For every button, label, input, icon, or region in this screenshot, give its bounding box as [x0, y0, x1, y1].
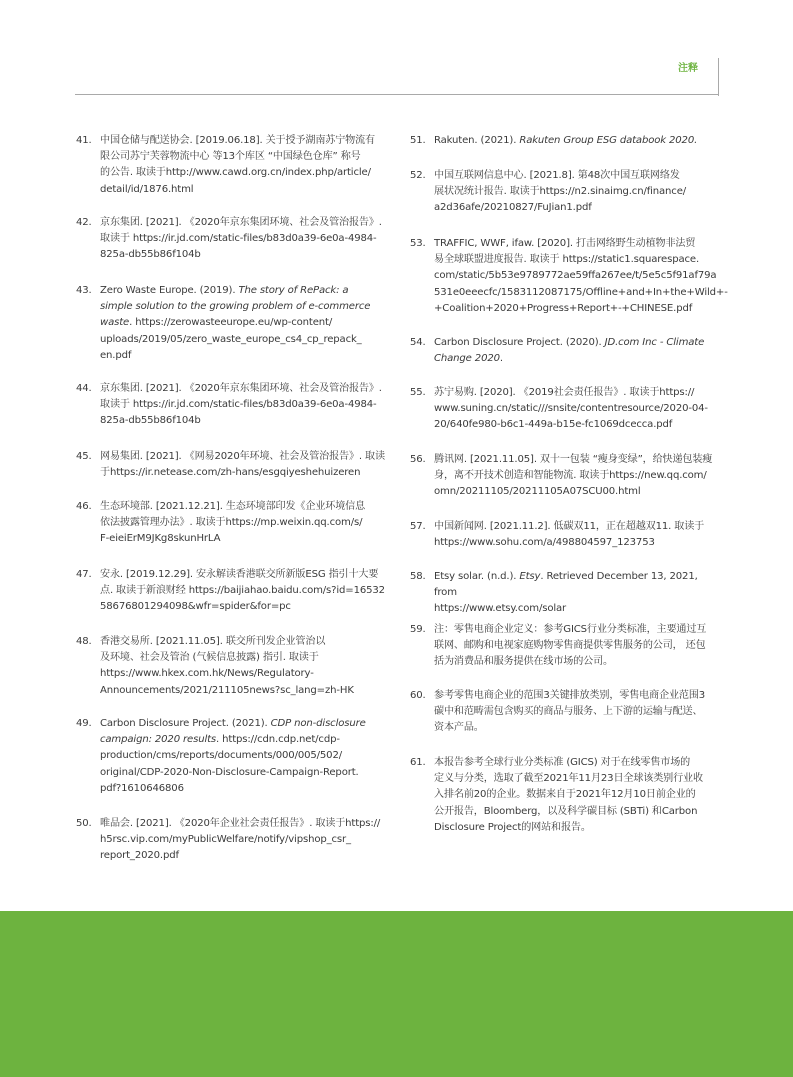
reference-note	[410, 519, 720, 551]
note-number: 51.	[410, 135, 426, 146]
note-text-segment: . Retrieved December 13, 2021, from https://www.etsy.com/solar	[434, 571, 698, 615]
note-number: 56.	[410, 454, 426, 465]
note-text	[100, 283, 386, 364]
note-text	[434, 452, 720, 501]
note-text-italic: CDP non-disclosure campaign: 2020 results	[100, 718, 366, 746]
reference-note	[76, 215, 386, 264]
note-text-segment: Carbon Disclosure Project. (2021).	[100, 718, 271, 729]
note-text-segment: . https://zerowasteeurope.eu/wp-content/ uploads/2019/05/zero_waste_europe_cs4_cp_repack_ en.pdf	[100, 317, 362, 361]
note-text	[100, 499, 386, 548]
note-text-segment: 生态环境部. [2021.12.21]. 生态环境部印发《企业环境信息 依法披露管理办法》. 取读于https://mp.weixin.qq.com/s/ F-eieiErM9JKg8skunHrLA	[100, 501, 366, 545]
note-text	[100, 133, 386, 198]
header-divider-horizontal	[75, 94, 719, 95]
reference-note	[76, 283, 386, 364]
note-text	[434, 236, 728, 317]
reference-note	[410, 452, 720, 501]
note-text	[434, 622, 720, 671]
note-text-segment: Rakuten. (2021).	[434, 135, 520, 146]
reference-note	[410, 622, 720, 671]
note-text-segment: 中国新闻网. [2021.11.2]. 低碳双11，正在超越双11. 取读于 https://www.sohu.com/a/498804597_123753	[434, 521, 705, 549]
note-text-segment: 腾讯网. [2021.11.05]. 双十一包装 “瘦身变绿”，给快递包装瘦 身，离不开技术创造和智能物流. 取读于https://new.qq.com/ omn/20211105/20211105A07SCU00.html	[434, 454, 713, 498]
reference-note	[410, 133, 720, 149]
reference-note	[76, 716, 386, 797]
note-number: 55.	[410, 387, 426, 398]
reference-note	[76, 567, 386, 616]
footer-color-band	[0, 911, 793, 1077]
reference-note	[410, 569, 720, 618]
note-number: 47.	[76, 569, 92, 580]
note-text	[100, 381, 386, 430]
note-text-segment: .	[499, 353, 503, 365]
note-number: 44.	[76, 383, 92, 394]
note-text-italic: Etsy	[519, 571, 541, 582]
note-text	[100, 567, 386, 616]
note-number: 49.	[76, 718, 92, 729]
note-text-segment: Carbon Disclosure Project. (2020).	[434, 337, 605, 348]
note-number: 48.	[76, 636, 92, 647]
note-number: 54.	[410, 337, 426, 348]
note-text-italic: Rakuten Group ESG databook 2020.	[519, 135, 698, 146]
note-text-segment: 注：零售电商企业定义：参考GICS行业分类标准，主要通过互 联网、邮购和电视家庭购物零售商提供零售服务的公司， 还包 括为消费品和服务提供在线市场的公司。	[434, 624, 707, 668]
note-number: 42.	[76, 217, 92, 228]
note-text	[434, 335, 720, 367]
note-number: 46.	[76, 501, 92, 512]
note-text-segment: 中国仓储与配送协会. [2019.06.18]. 关于授予湖南苏宁物流有 限公司苏宁芙蓉物流中心 等13个库区 “中国绿色仓库” 称号 的公告. 取读于http://www.cawd.org.cn/index.php/article/ detail/id/1876.html	[100, 135, 375, 195]
reference-note	[410, 688, 720, 737]
note-text-segment: 京东集团. [2021]. 《2020年京东集团环境、社会及管治报告》. 取读于 https://ir.jd.com/static-files/b83d0a39-6e0a-4984- 825a-db55b86f104b	[100, 383, 382, 427]
reference-note	[410, 755, 720, 836]
note-text	[434, 385, 720, 434]
note-text	[100, 449, 386, 481]
note-text-segment: 苏宁易购. [2020]. 《2019社会责任报告》. 取读于https:// www.suning.cn/static///snsite/contentresource/2020-04- 20/640fe980-b6c1-449a-b15e-fc1069dcecca.pdf	[434, 387, 708, 431]
note-text	[434, 519, 720, 551]
note-text	[434, 569, 720, 618]
note-text-segment: Zero Waste Europe. (2019).	[100, 285, 239, 296]
note-number: 61.	[410, 757, 426, 768]
note-text	[100, 816, 386, 865]
note-number: 41.	[76, 135, 92, 146]
reference-note	[410, 168, 720, 217]
reference-note	[76, 816, 386, 865]
reference-note	[410, 236, 728, 317]
note-number: 59.	[410, 624, 426, 635]
note-text-italic: The story of RePack: a simple solution to the growing problem of e-commerce waste	[100, 285, 371, 329]
reference-note	[76, 634, 386, 699]
note-number: 57.	[410, 521, 426, 532]
note-text-segment: 网易集团. [2021]. 《网易2020年环境、社会及管治报告》. 取读 于https://ir.netease.com/zh-hans/esgqiyeshehuizeren	[100, 451, 385, 479]
reference-note	[410, 335, 720, 367]
note-number: 50.	[76, 818, 92, 829]
reference-note	[76, 499, 386, 548]
note-text-segment: 本报告参考全球行业分类标准 (GICS) 对于在线零售市场的 定义与分类，选取了截至2021年11月23日全球该类别行业收 入排名前20的企业。数据来自于2021年12月10日前企业的 公开报告，Bloomberg，以及科学碳目标 (SBTi) 和Carbon Disclosure Project的网站和报告。	[434, 757, 703, 833]
reference-note	[410, 385, 720, 434]
note-text	[434, 133, 720, 149]
reference-note	[76, 133, 386, 198]
note-text-segment: TRAFFIC, WWF, ifaw. [2020]. 打击网络野生动植物非法贸 易全球联盟进度报告. 取读于 https://static1.squarespace. com/static/5b53e9789772ae59ffa267ee/t/5e5c5f91af79a 531e0eeecfc/1583112087175/Offline+and+In+the+Wild+- +Coalition+2020+Progress+Report+-+CHINESE.pdf	[434, 238, 728, 314]
note-text-italic: JD.com Inc - Climate Change 2020	[434, 337, 705, 365]
note-number: 58.	[410, 571, 426, 582]
note-number: 52.	[410, 170, 426, 181]
note-text	[100, 634, 386, 699]
note-number: 60.	[410, 690, 426, 701]
reference-note	[76, 449, 386, 481]
note-text-segment: 香港交易所. [2021.11.05]. 联交所刊发企业管治以 及环境、社会及管治 (气候信息披露) 指引. 取读于 https://www.hkex.com.hk/News/Regulatory- Announcements/2021/211105news?sc_lang=zh-HK	[100, 636, 354, 696]
reference-note	[76, 381, 386, 430]
note-text-segment: 唯品会. [2021]. 《2020年企业社会责任报告》. 取读于https:// h5rsc.vip.com/myPublicWelfare/notify/vipshop_csr_ report_2020.pdf	[100, 818, 381, 862]
note-text-segment: . https://cdn.cdp.net/cdp- production/cms/reports/documents/000/005/502/ original/CDP-2020-Non-Disclosure-Campaign-Report. pdf?1610646806	[100, 734, 359, 794]
page-section-title: 注释	[678, 63, 698, 74]
note-text-segment: 京东集团. [2021]. 《2020年京东集团环境、社会及管治报告》. 取读于 https://ir.jd.com/static-files/b83d0a39-6e0a-4984- 825a-db55b86f104b	[100, 217, 382, 261]
note-text-segment: Etsy solar. (n.d.).	[434, 571, 520, 582]
note-text-segment: 中国互联网信息中心. [2021.8]. 第48次中国互联网络发 展状况统计报告. 取读于https://n2.sinaimg.cn/finance/ a2d36afe/20210827/FuJian1.pdf	[434, 170, 687, 214]
note-number: 53.	[410, 238, 426, 249]
note-text	[434, 688, 720, 737]
note-text	[434, 755, 720, 836]
note-number: 45.	[76, 451, 92, 462]
note-text-segment: 参考零售电商企业的范围3关键排放类别，零售电商企业范围3 碳中和范畴需包含购买的商品与服务、上下游的运输与配送、 资本产品。	[434, 690, 706, 734]
note-text	[434, 168, 720, 217]
note-number: 43.	[76, 285, 92, 296]
note-text-segment: 安永. [2019.12.29]. 安永解读香港联交所新版ESG 指引十大要 点. 取读于新浪财经 https://baijiahao.baidu.com/s?id=16532 58676801294098&wfr=spider&for=pc	[100, 569, 385, 613]
note-text	[100, 215, 386, 264]
note-text	[100, 716, 386, 797]
header-divider-vertical	[718, 58, 719, 96]
